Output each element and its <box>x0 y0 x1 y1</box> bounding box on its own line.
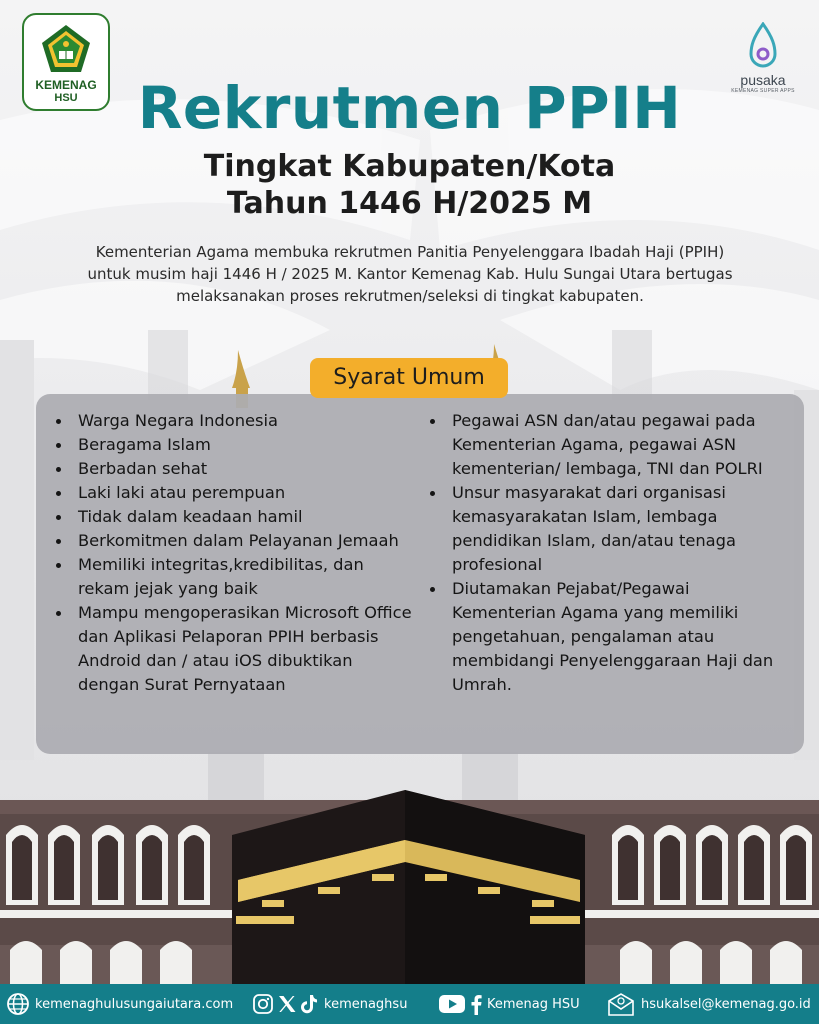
footer-social[interactable] <box>252 984 407 1024</box>
list-item: Memiliki integritas,kredibilitas, dan rekam jejak yang baik <box>52 553 412 601</box>
intro-line: melaksanakan proses rekrutmen/seleksi di tingkat kabupaten. <box>176 287 644 305</box>
list-item: Beragama Islam <box>52 433 412 457</box>
website-text: kemenaghulusungaiutara.com <box>35 996 234 1012</box>
list-item: Pegawai ASN dan/atau pegawai pada Kementerian Agama, pegawai ASN kementerian/ lembaga, TNI dan POLRI <box>426 409 796 481</box>
kemenag-emblem-icon <box>40 23 92 75</box>
x-twitter-icon <box>277 994 297 1014</box>
list-item: Berbadan sehat <box>52 457 412 481</box>
footer-youtube-facebook[interactable] <box>438 984 580 1024</box>
intro-line: Kementerian Agama membuka rekrutmen Panitia Penyelenggara Ibadah Haji (PPIH) <box>95 243 725 261</box>
globe-icon <box>6 992 30 1016</box>
logo-text-kemenag: KEMENAG <box>35 78 97 92</box>
footer-bar <box>0 984 819 1024</box>
pusaka-name: pusaka <box>740 72 786 88</box>
footer-website[interactable] <box>6 984 233 1024</box>
list-item: Mampu mengoperasikan Microsoft Office dan Aplikasi Pelaporan PPIH berbasis Android dan / atau iOS dibuktikan dengan Surat Pernyataan <box>52 601 412 697</box>
social-handle-text: kemenaghsu <box>324 996 408 1012</box>
facebook-icon <box>470 993 482 1015</box>
list-item: Diutamakan Pejabat/Pegawai Kementerian Agama yang memiliki pengetahuan, pengalaman atau membidangi Penyelenggaraan Haji dan Umrah. <box>426 577 796 697</box>
email-text: hsukalsel@kemenag.go.id <box>641 996 811 1012</box>
subtitle-level: Tingkat Kabupaten/Kota <box>203 149 616 184</box>
logo-text-hsu: HSU <box>54 92 78 104</box>
syarat-umum-heading: Syarat Umum <box>310 358 508 398</box>
requirements-list-right <box>426 409 796 697</box>
list-item: Laki laki atau perempuan <box>52 481 412 505</box>
requirements-list-left <box>52 409 412 697</box>
footer-email[interactable] <box>606 984 811 1024</box>
youtube-icon <box>438 994 466 1014</box>
email-icon <box>606 991 636 1017</box>
list-item: Unsur masyarakat dari organisasi kemasyarakatan Islam, lembaga pendidikan Islam, dan/atau tenaga profesional <box>426 481 796 577</box>
pusaka-drop-icon <box>748 22 778 70</box>
tiktok-icon <box>299 993 319 1015</box>
list-item: Tidak dalam keadaan hamil <box>52 505 412 529</box>
youtube-facebook-text: Kemenag HSU <box>487 996 580 1012</box>
instagram-icon <box>252 993 274 1015</box>
intro-line: untuk musim haji 1446 H / 2025 M. Kantor Kemenag Kab. Hulu Sungai Utara bertugas <box>87 265 733 283</box>
list-item: Warga Negara Indonesia <box>52 409 412 433</box>
subtitle-year: Tahun 1446 H/2025 M <box>226 186 593 221</box>
pusaka-tagline: KEMENAG SUPER APPS <box>731 88 795 94</box>
list-item: Berkomitmen dalam Pelayanan Jemaah <box>52 529 412 553</box>
page-title: Rekrutmen PPIH <box>137 74 682 142</box>
intro-paragraph <box>60 241 760 307</box>
